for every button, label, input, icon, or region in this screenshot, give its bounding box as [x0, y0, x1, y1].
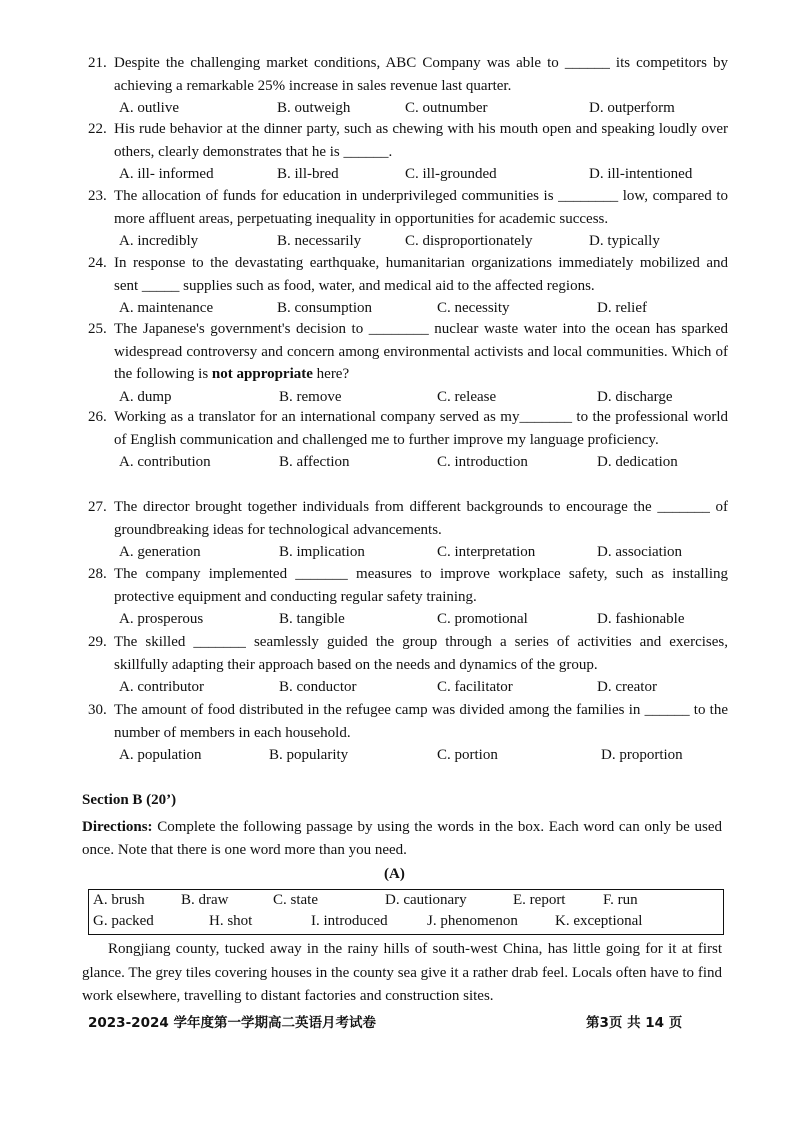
word-b: B. draw [181, 892, 229, 908]
option-d: D. ill-intentioned [589, 166, 693, 182]
option-c: C. release [437, 388, 497, 405]
question-stem: The director brought together individuals from different backgrounds to encourage the _______ of groundbreaking ideas for technological advancements. [114, 499, 728, 538]
question-number: 24. [88, 255, 107, 271]
option-d: D. dedication [597, 454, 678, 470]
options [119, 451, 728, 473]
question-29 [88, 631, 728, 698]
question-23 [88, 185, 728, 252]
question-number: 27. [88, 499, 107, 515]
question-24 [88, 252, 728, 319]
option-c: C. facilitator [437, 679, 513, 695]
word-k: K. exceptional [555, 913, 643, 929]
option-c: C. introduction [437, 454, 528, 470]
option-a: A. generation [119, 544, 201, 560]
options [119, 608, 728, 630]
question-stem: The amount of food distributed in the refugee camp was divided among the families in ______ to the number of members in each household. [114, 702, 728, 741]
question-number: 23. [88, 188, 107, 204]
option-b: B. tangible [279, 611, 345, 627]
option-d: D. creator [597, 679, 657, 695]
option-a: A. dump [119, 388, 172, 405]
question-27 [88, 496, 728, 563]
word-i: I. introduced [311, 913, 388, 929]
option-c: C. portion [437, 747, 498, 763]
option-d: D. outperform [589, 100, 675, 116]
option-a: A. contributor [119, 679, 204, 695]
option-d: D. proportion [601, 747, 683, 763]
word-box [88, 889, 724, 935]
options [119, 230, 728, 252]
options [119, 297, 728, 319]
question-22 [88, 118, 728, 185]
question-number: 26. [88, 409, 107, 425]
question-stem: Despite the challenging market conditions, ABC Company was able to ______ its competitors by achieving a remarkable 25% increase in sales revenue last quarter. [114, 55, 728, 94]
option-c: C. promotional [437, 611, 528, 627]
word-c: C. state [273, 892, 318, 908]
question-stem: His rude behavior at the dinner party, such as chewing with his mouth open and speaking loudly over others, clearly demonstrates that he is ______. [114, 121, 728, 160]
question-26 [88, 406, 728, 473]
stem-text: The Japanese's government's decision to ________ nuclear waste water into the ocean has sparked widespread controversy and concern among environmental activists and local communities. Which of the following is [114, 321, 728, 382]
passage-title: (A) [384, 866, 405, 882]
options [119, 541, 728, 563]
option-a: A. contribution [119, 454, 211, 470]
stem-emphasis: not appropriate [211, 366, 313, 382]
word-j: J. phenomenon [427, 913, 518, 929]
option-d: D. typically [589, 233, 660, 249]
option-a: A. ill- informed [119, 166, 214, 182]
question-number: 21. [88, 55, 107, 71]
option-d: D. fashionable [597, 611, 685, 627]
option-b: B. consumption [277, 300, 373, 316]
question-25 [88, 318, 728, 408]
word-e: E. report [513, 892, 566, 908]
option-c: C. outnumber [405, 100, 488, 116]
option-c: C. interpretation [437, 544, 536, 560]
option-b: B. affection [279, 454, 350, 470]
directions [82, 816, 722, 862]
question-stem: The skilled _______ seamlessly guided the group through a series of activities and exercises, skillfully adapting their approach based on the needs and dynamics of the group. [114, 634, 728, 673]
footer-page-number: 第3页 共 14 页 [586, 1015, 683, 1031]
question-stem: The company implemented _______ measures to improve workplace safety, such as installing protective equipment and conducting regular safety training. [114, 566, 728, 605]
question-number: 29. [88, 634, 107, 650]
question-stem: Working as a translator for an international company served as my_______ to the professional world of English communication and challenged me to further improve my language proficiency. [114, 409, 728, 448]
stem-text-end: here? [312, 366, 350, 382]
question-number: 28. [88, 566, 107, 582]
question-stem [114, 318, 728, 386]
passage-paragraph: Rongjiang county, tucked away in the rainy hills of south-west China, has little going for it at first glance. The grey tiles covering houses in the county sea give it a rather drab feel. Locals often have to find work elsewhere, travelling to distant factories and construction sites. [82, 941, 722, 1004]
option-c: C. ill-grounded [405, 166, 497, 182]
option-c: C. necessity [437, 300, 510, 316]
option-d: D. association [597, 544, 682, 560]
option-b: B. ill-bred [277, 166, 339, 182]
option-b: B. outweigh [277, 100, 351, 116]
option-a: A. prosperous [119, 611, 204, 627]
question-number: 22. [88, 121, 107, 137]
options [119, 744, 728, 766]
word-h: H. shot [209, 913, 253, 929]
question-30 [88, 699, 728, 766]
word-d: D. cautionary [385, 892, 467, 908]
word-a: A. brush [93, 892, 145, 908]
option-a: A. population [119, 747, 202, 763]
word-g: G. packed [93, 913, 154, 929]
option-b: B. remove [279, 388, 342, 405]
options [119, 97, 728, 119]
word-f: F. run [603, 892, 638, 908]
option-d: D. discharge [597, 388, 673, 405]
option-b: B. implication [279, 544, 365, 560]
question-number: 25. [88, 321, 107, 337]
option-a: A. incredibly [119, 233, 199, 249]
option-a: A. outlive [119, 100, 179, 116]
question-stem: The allocation of funds for education in underprivileged communities is ________ low, compared to more affluent areas, perpetuating inequality in opportunities for academic success. [114, 188, 728, 227]
options [119, 386, 728, 408]
options [119, 163, 728, 185]
options [119, 676, 728, 698]
section-heading: Section B (20’) [82, 792, 177, 808]
option-b: B. necessarily [277, 233, 362, 249]
option-a: A. maintenance [119, 300, 214, 316]
footer-exam-title: 2023-2024 学年度第一学期高二英语月考试卷 [88, 1015, 376, 1031]
question-stem: In response to the devastating earthquake, humanitarian organizations immediately mobilized and sent _____ supplies such as food, water, and medical aid to the affected regions. [114, 255, 728, 294]
question-number: 30. [88, 702, 107, 718]
option-c: C. disproportionately [405, 233, 533, 249]
option-b: B. popularity [269, 747, 349, 763]
directions-text: Complete the following passage by using the words in the box. Each word can only be used once. Note that there is one word more than you need. [82, 819, 722, 858]
question-28 [88, 563, 728, 630]
option-b: B. conductor [279, 679, 357, 695]
option-d: D. relief [597, 300, 647, 316]
directions-label: Directions: [82, 819, 153, 835]
question-21 [88, 52, 728, 119]
